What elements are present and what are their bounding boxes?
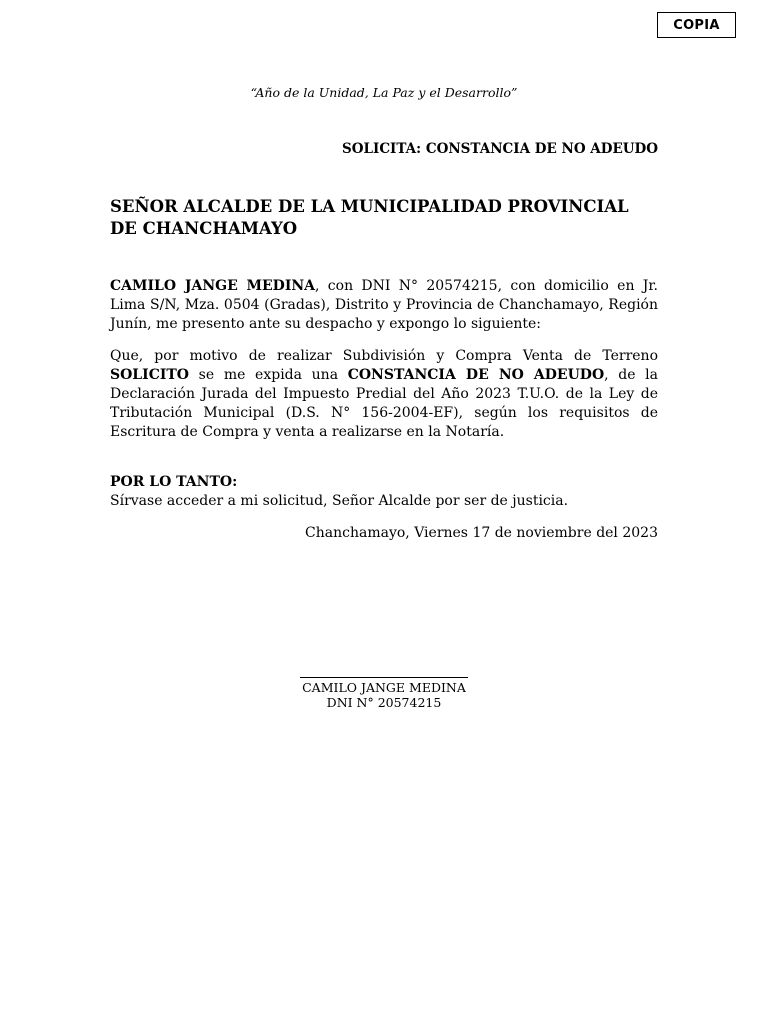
intro-text: , con DNI N° 20574215, con domicilio en Jr. Lima S/N, Mza. 0504 (Gradas), Distrito y Provincia de Chanchamayo, Región Junín, me presento ante su despacho y expongo lo siguiente: [110,278,659,332]
request-bold-solicito: SOLICITO [110,367,190,383]
addressee-heading: SEÑOR ALCALDE DE LA MUNICIPALIDAD PROVINCIAL DE CHANCHAMAYO [110,197,629,238]
intro-paragraph [110,277,658,334]
subject-line: SOLICITA: CONSTANCIA DE NO ADEUDO [342,141,658,157]
closing-heading: POR LO TANTO: [110,474,238,490]
request-text-3: , de la Declaración Jurada del Impuesto Predial del Año 2023 T.U.O. de la Ley de Tributación Municipal (D.S. N° 156-2004-EF), según los requisitos de Escritura de Compra y venta a realizarse en la Notaría. [110,367,659,440]
request-bold-constancia: CONSTANCIA DE NO ADEUDO [347,367,605,383]
closing-text: Sírvase acceder a mi solicitud, Señor Alcalde por ser de justicia. [110,493,569,509]
applicant-name: CAMILO JANGE MEDINA [110,278,316,294]
signature-dni: DNI N° 20574215 [326,695,442,710]
place-date: Chanchamayo, Viernes 17 de noviembre del 2023 [305,525,658,541]
copy-stamp-box [657,12,736,38]
signature-name: CAMILO JANGE MEDINA [302,680,466,695]
closing-section [110,473,658,511]
year-motto: “Año de la Unidad, La Paz y el Desarrollo” [250,85,518,100]
request-text-2: se me expida una [189,367,348,383]
copy-label: COPIA [673,17,720,33]
request-text-1: Que, por motivo de realizar Subdivisión y Compra Venta de Terreno [110,348,658,364]
request-paragraph [110,347,658,442]
signature-block [300,677,468,710]
